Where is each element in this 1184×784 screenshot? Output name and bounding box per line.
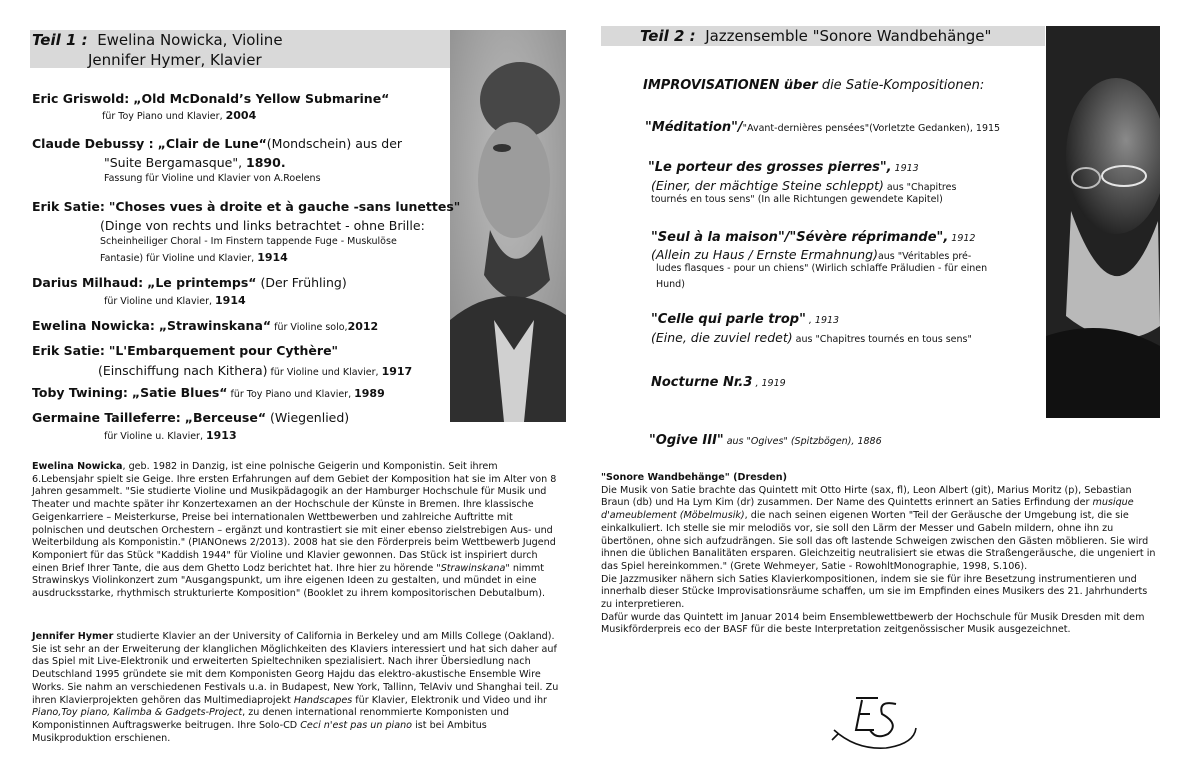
program-item-6-detail [98, 360, 412, 379]
piece-translation: (Eine, die zuviel redet) [651, 330, 793, 345]
program-title: „Le printemps“ [147, 275, 257, 290]
program-title: „Clair de Lune“ [157, 136, 267, 151]
bio-text: studierte Klavier an der University of California in Berkeley und am Mills College (Oakland). Sie ist sehr an der Erweiterung der klanglichen Möglichkeiten des Klaviers interessiert und hat sich daher auf das Spiel mit Live-Elektronik und erweiterten Spieltechniken spezialisiert. Nach ihrer Übersiedlung nach Deutschland 1995 gründete sie mit dem Komponisten Georg Hajdu das elektro-akustische Ensemble Wire Works. Sie nahm an verschiedenen Festivals u.a. in Budapest, New York, Tallinn, TelAviv und Shanghai teil. Zu ihren Klavierprojekten gehören das Multimediaprojekt [32, 631, 559, 706]
piece-title: "Méditation"/ [645, 120, 743, 135]
piece-source-cont: tournés en tous sens" (In alle Richtungen gewendete Kapitel) [651, 194, 943, 205]
bio-ensemble-heading: "Sonore Wandbehänge" (Dresden) [601, 472, 788, 483]
program-item-3-instr [100, 251, 288, 264]
program-year: 1989 [354, 387, 385, 400]
bio-name: Jennifer Hymer [32, 631, 114, 642]
signature-drawing [826, 690, 921, 762]
bio-text: , die nach seinen eigenen Worten "Teil der Geräusche der Umgebung ist, die sie einkalkuliert. Ich stelle sie mir melodiös vor, sie soll den Lärm der Messer und Gabeln mildern, ohne ihn zu übertönen, ohne sich aufzudrängen. Sie soll das oft lastende Schweigen zwischen den Gästen möblieren. Sie wird ihnen die üblichen Banalitäten ersparen. Gleichzeitig neutralisiert sie etwas die Straßengeräusche, die ungeniert in das Spiel hereinkommen." (Grete Wehmeyer, Satie - RowohltMonographie, 1998, S.106). [601, 510, 1156, 572]
program-subtitle: (Mondschein) aus der [266, 136, 403, 151]
program-item-6 [32, 343, 338, 358]
right-header-title: Jazzensemble "Sonore Wandbehänge" [705, 27, 992, 45]
bio-text: nimmt Strawinskys Violinkonzert zum "Ausgangspunkt, um ihre eigenen Ideen zu gestalten, und mündet in eine ausdrucksstarke, rhythmisch strukturierte Komposition" (Booklet zu ihrem kompositorischen Debutalbum). [32, 562, 546, 600]
portrait-left-illustration [450, 30, 566, 422]
program-instrumentation: für Violine und Klavier, [104, 296, 216, 307]
piece-3 [651, 226, 975, 245]
bio-text: , zu denen international renommierte Komponisten und Komponistinnen Auftragswerke beitrugen. Ihre Solo-CD [32, 707, 509, 731]
piece-year: 1913 [891, 163, 919, 174]
improvisations-bold: IMPROVISATIONEN über [643, 78, 818, 93]
piece-title: Nocturne Nr.3 [651, 375, 753, 390]
program-title: „Satie Blues“ [131, 385, 228, 400]
piece-source: aus "Chapitres [883, 182, 957, 193]
program-item-2-line2 [104, 155, 286, 170]
left-header-performer2: Jennifer Hymer, Klavier [88, 51, 262, 69]
bio-text: ist bei Ambitus Musikproduktion erschienen. [32, 719, 487, 744]
program-year: 1914 [215, 294, 246, 307]
program-composer: Eric Griswold: [32, 91, 130, 106]
piece-title: "Celle qui parle trop" [651, 312, 806, 327]
right-header-label: Teil 2 : [640, 27, 696, 45]
program-year: 2012 [347, 320, 379, 333]
program-instrumentation: für Violine solo, [271, 322, 348, 333]
program-translation: (Einschiffung nach Kithera) [98, 363, 268, 378]
bio-work-title: musique d'ameublement (Möbelmusik) [601, 497, 1134, 522]
piece-source-cont: ludes flasques - pour un chiens" (Wirlich schlaffe Präludien - für einen [656, 263, 988, 274]
portrait-right-illustration [1046, 26, 1160, 418]
satie-signature [826, 690, 921, 762]
program-movements: Scheinheiliger Choral - Im Finstern tappende Fuge - Muskulöse [100, 236, 397, 247]
program-instrumentation: für Toy Piano und Klavier, [102, 111, 226, 122]
program-item-2 [32, 136, 402, 151]
right-header [640, 27, 991, 46]
program-instrumentation: für Toy Piano und Klavier, [227, 389, 355, 400]
bio-paragraph-3: Dafür wurde das Quintett im Januar 2014 beim Ensemblewettbewerb der Hochschule für Musik Dresden mit dem Musikförderpreis eco der BASF für die beste Interpretation zeitgenössischer Musik ausgezeichnet. [601, 611, 1145, 636]
piece-1 [645, 116, 1000, 135]
piece-4 [651, 308, 839, 327]
bio-ensemble [601, 472, 1161, 637]
piece-3-line2 [651, 244, 971, 263]
left-header-performer1: Ewelina Nowicka, Violine [97, 31, 283, 49]
bio-nowicka [32, 461, 560, 601]
program-item-8 [32, 410, 349, 425]
program-year: 1917 [381, 365, 413, 378]
piece-2 [648, 156, 919, 175]
piece-4-line2 [651, 327, 972, 346]
program-composer: Toby Twining: [32, 385, 128, 400]
piece-source-cont: Hund) [656, 279, 685, 290]
bio-work-title: Piano,Toy piano, Kalimba & Gadgets-Project [32, 707, 243, 719]
piece-6 [649, 429, 882, 448]
program-suite: "Suite Bergamasque", [104, 155, 247, 170]
program-item-1-detail [102, 109, 256, 122]
piece-detail: aus "Ogives" (Spitzbögen), 1886 [723, 436, 882, 447]
program-instrumentation: für Violine u. Klavier, [104, 431, 206, 442]
piece-5 [651, 371, 786, 390]
program-title: "L'Embarquement pour Cythère" [108, 343, 339, 358]
program-title: „Old McDonald’s Yellow Submarine“ [133, 91, 390, 106]
piece-detail: "Avant-dernières pensées"(Vorletzte Gedanken), 1915 [742, 123, 1001, 134]
program-instrumentation: Fantasie) für Violine und Klavier, [100, 253, 258, 264]
portrait-photo-right [1046, 26, 1160, 418]
program-item-4-detail [104, 294, 246, 307]
program-item-4 [32, 275, 347, 290]
program-composer: Claude Debussy : [32, 136, 154, 151]
program-composer: Ewelina Nowicka: [32, 318, 155, 333]
program-translation: (Dinge von rechts und links betrachtet - ohne Brille: [100, 218, 425, 233]
piece-year: , 1919 [752, 378, 786, 389]
program-year: 2004 [225, 109, 257, 122]
program-item-5 [32, 318, 378, 333]
left-header-label: Teil 1 : [32, 31, 88, 49]
piece-2-line2 [651, 175, 956, 194]
improvisations-rest: die Satie-Kompositionen: [817, 78, 985, 93]
piece-source: aus "Chapitres tournés en tous sens" [792, 334, 972, 345]
program-composer: Germaine Tailleferre: [32, 410, 181, 425]
program-instrumentation: für Violine und Klavier, [267, 367, 382, 378]
program-title: „Berceuse“ [184, 410, 267, 425]
program-year: 1914 [257, 251, 288, 264]
program-composer: Erik Satie: [32, 199, 105, 214]
bio-work-title: Ceci n'est pas un piano [300, 719, 413, 731]
program-subtitle: (Wiegenlied) [266, 410, 350, 425]
piece-translation: (Allein zu Haus / Ernste Ermahnung) [651, 247, 878, 262]
program-composer: Darius Milhaud: [32, 275, 144, 290]
program-item-7 [32, 385, 385, 400]
program-item-3 [32, 199, 460, 214]
bio-hymer [32, 631, 560, 745]
program-item-8-detail [104, 429, 237, 442]
program-item-1 [32, 91, 389, 106]
bio-paragraph-2: Die Jazzmusiker nähern sich Saties Klavierkompositionen, indem sie sie für ihre Besetzung instrumentieren und innerhalb dieser Stücke Improvisationsräume schaffen, um sie im Empfinden eines Musikers des 21. Jahrhunderts zu interpretieren. [601, 573, 1148, 611]
piece-year: 1912 [948, 233, 976, 244]
bio-work-title: "Strawinskana" [436, 562, 510, 574]
bio-text: , geb. 1982 in Danzig, ist eine polnische Geigerin und Komponistin. Seit ihrem 6.Lebensjahr spielt sie Geige. Ihre ersten Erfahrungen auf dem Gebiet der Komposition hat sie im Alter von 8 Jahren gesammelt. "Sie studierte Violine und Musikpädagogik an der Hamburger Hochschule für Musik und Theater und machte später ihr Konzertexamen an der Hochschule der Künste in Bremen. Ihre klassische Geigenkarriere – Meisterkurse, Preise bei internationalen Wettbewerben und zahlreiche Auftritte mit polnischen und deutschen Orchestern – ergänzt und kontrastiert sie mit einer ebenso zielstrebigen Aus- und Weiterbildung als Komponistin." (PIANOnews 2/2013). 2008 hat sie den Förderpreis beim Wettbewerb Jugend Komponiert für das Stück "Kaddish 1944" für Violine und Klavier gewonnen. Das Stück ist inspiriert durch einen Brief Ihrer Tante, die aus dem Ghetto Lodz berichtet hat. Ihre hier zu hörende [32, 461, 557, 574]
program-arrangement: Fassung für Violine und Klavier von A.Roelens [104, 173, 321, 184]
bio-text: Die Musik von Satie brachte das Quintett mit Otto Hirte (sax, fl), Leon Albert (git), Marius Moritz (p), Sebastian Braun (db) und Ha Lym Kim (dr) zusammen. Der Name des Quintetts erinnert an Saties Erfindung der [601, 484, 1132, 509]
program-title: "Choses vues à droite et à gauche -sans lunettes" [108, 199, 461, 214]
piece-translation: (Einer, der mächtige Steine schleppt) [651, 178, 884, 193]
piece-title: "Ogive III" [649, 433, 724, 448]
piece-source: aus "Véritables pré- [877, 251, 972, 262]
piece-title: "Le porteur des grosses pierres", [648, 160, 892, 175]
bio-text: für Klavier, Elektronik und Video und ihr [352, 694, 547, 706]
bio-work-title: Handscapes [293, 694, 353, 706]
bio-name: Ewelina Nowicka [32, 461, 123, 472]
program-subtitle: (Der Frühling) [256, 275, 347, 290]
piece-year: , 1913 [805, 315, 840, 326]
left-header-line1 [32, 31, 283, 50]
piece-title: "Seul à la maison"/"Sévère réprimande", [651, 230, 949, 245]
portrait-photo-left [450, 30, 566, 422]
program-year: 1913 [206, 429, 237, 442]
left-header-line2 [88, 51, 262, 70]
improvisations-heading [643, 78, 984, 93]
program-year: 1890. [246, 155, 286, 170]
program-composer: Erik Satie: [32, 343, 105, 358]
program-title: „Strawinskana“ [158, 318, 272, 333]
